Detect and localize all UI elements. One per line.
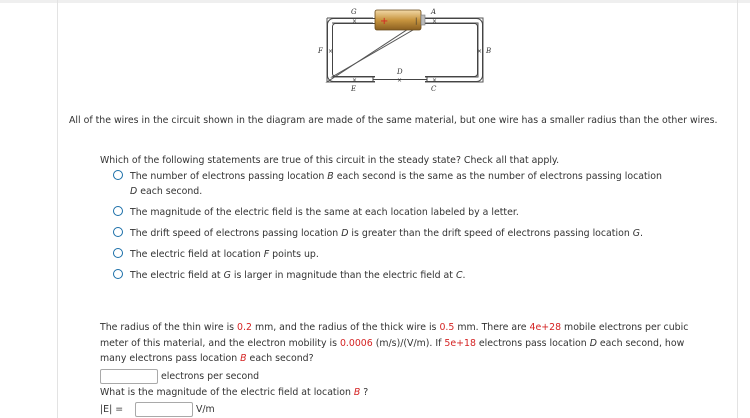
option-5-var-2: C <box>455 270 463 281</box>
checkbox-option-5[interactable] <box>113 269 123 279</box>
checkbox-option-1[interactable] <box>113 170 123 180</box>
label-g: G <box>351 8 357 16</box>
electrons-per-second-input[interactable] <box>100 369 158 384</box>
battery-plus-sign: + <box>380 16 389 27</box>
thin-radius-value: 0.2 <box>237 322 252 333</box>
label-d: D <box>397 68 403 76</box>
label-c: C <box>431 85 437 93</box>
option-3-text-a: The drift speed of electrons passing location <box>130 228 342 239</box>
question-2 <box>100 385 710 401</box>
battery-minus-sign: | <box>415 17 418 25</box>
question-2-location: B <box>353 386 361 398</box>
problem-text-7: each second, how many electrons pass location <box>100 337 685 364</box>
circuit-diagram <box>315 6 495 94</box>
checkbox-option-3[interactable] <box>113 227 123 237</box>
location-mark-a: × <box>432 18 438 25</box>
option-2[interactable] <box>100 205 710 220</box>
label-e: E <box>351 85 357 93</box>
problem-text-4: mobile electrons per cubic meter of this material, and the electron mobility is <box>100 322 689 349</box>
option-3-text-b: is greater than the drift speed of electrons passing location <box>348 228 633 239</box>
location-b-ref: B <box>240 353 247 364</box>
problem-block <box>100 320 710 418</box>
problem-text-5: (m/s)/(V/m). If <box>372 337 445 349</box>
option-5[interactable] <box>100 268 710 283</box>
option-1-var-2: D <box>130 186 138 197</box>
label-f: F <box>318 47 323 55</box>
option-3[interactable] <box>100 226 710 241</box>
option-4-text-b: points up. <box>269 249 319 260</box>
location-d-ref: D <box>589 337 597 349</box>
problem-text-1: The radius of the thin wire is <box>100 322 238 333</box>
label-a: A <box>431 8 437 16</box>
problem-text-3: mm. There are <box>454 322 530 333</box>
question-2-suffix: ? <box>360 386 369 398</box>
problem-text-8: each second? <box>246 353 314 364</box>
option-1-text-a: The number of electrons passing location <box>130 171 328 182</box>
electron-density-value: 4e+28 <box>529 322 562 333</box>
option-1-text-c: each second. <box>137 186 203 197</box>
option-4-var-1: F <box>263 249 270 260</box>
answer-row-2 <box>100 401 710 418</box>
location-mark-d: × <box>397 77 403 84</box>
option-5-text-c: . <box>462 270 466 281</box>
option-4[interactable] <box>100 247 710 262</box>
e-field-input[interactable] <box>135 402 193 417</box>
option-5-var-1: G <box>223 270 231 281</box>
checkbox-option-4[interactable] <box>113 248 123 258</box>
problem-text-2: mm, and the radius of the thick wire is <box>251 322 440 333</box>
question-2-text: What is the magnitude of the electric field at location <box>100 386 354 398</box>
electron-count-value: 5e+18 <box>444 337 476 349</box>
option-5-text-a: The electric field at <box>130 270 224 281</box>
location-mark-g: × <box>352 18 358 25</box>
label-b: B <box>486 47 492 55</box>
location-mark-b: × <box>477 48 483 55</box>
answer-2-unit: V/m <box>195 404 215 415</box>
option-1-var-1: B <box>327 171 334 182</box>
answer-row-1 <box>100 368 710 385</box>
mobility-value: 0.0006 <box>339 337 373 349</box>
option-3-var-1: D <box>341 228 349 239</box>
location-mark-c: × <box>432 77 438 84</box>
question-block <box>100 153 710 283</box>
thick-radius-value: 0.5 <box>439 322 455 333</box>
answer-1-unit: electrons per second <box>160 370 260 382</box>
option-1[interactable] <box>100 169 710 199</box>
option-3-text-c: . <box>640 228 643 239</box>
option-4-text-a: The electric field at location <box>130 249 264 260</box>
location-mark-f: × <box>328 48 334 55</box>
problem-text-6: electrons pass location <box>475 337 590 349</box>
location-mark-e: × <box>352 77 358 84</box>
option-2-text: The magnitude of the electric field is the same at each location labeled by a letter. <box>130 207 519 218</box>
checkbox-option-2[interactable] <box>113 206 123 216</box>
problem-text <box>100 320 710 367</box>
option-1-text-b: each second is the same as the number of electrons passing location <box>333 171 662 182</box>
option-5-text-b: is larger in magnitude than the electric field at <box>230 270 456 281</box>
intro-text: All of the wires in the circuit shown in the diagram are made of the same material, but one wire has a smaller radius than the other wires. <box>69 115 718 126</box>
question-prompt: Which of the following statements are true of this circuit in the steady state? Check all that apply. <box>100 155 560 166</box>
e-field-label: |E| = <box>100 404 124 415</box>
option-3-var-2: G <box>632 228 641 239</box>
